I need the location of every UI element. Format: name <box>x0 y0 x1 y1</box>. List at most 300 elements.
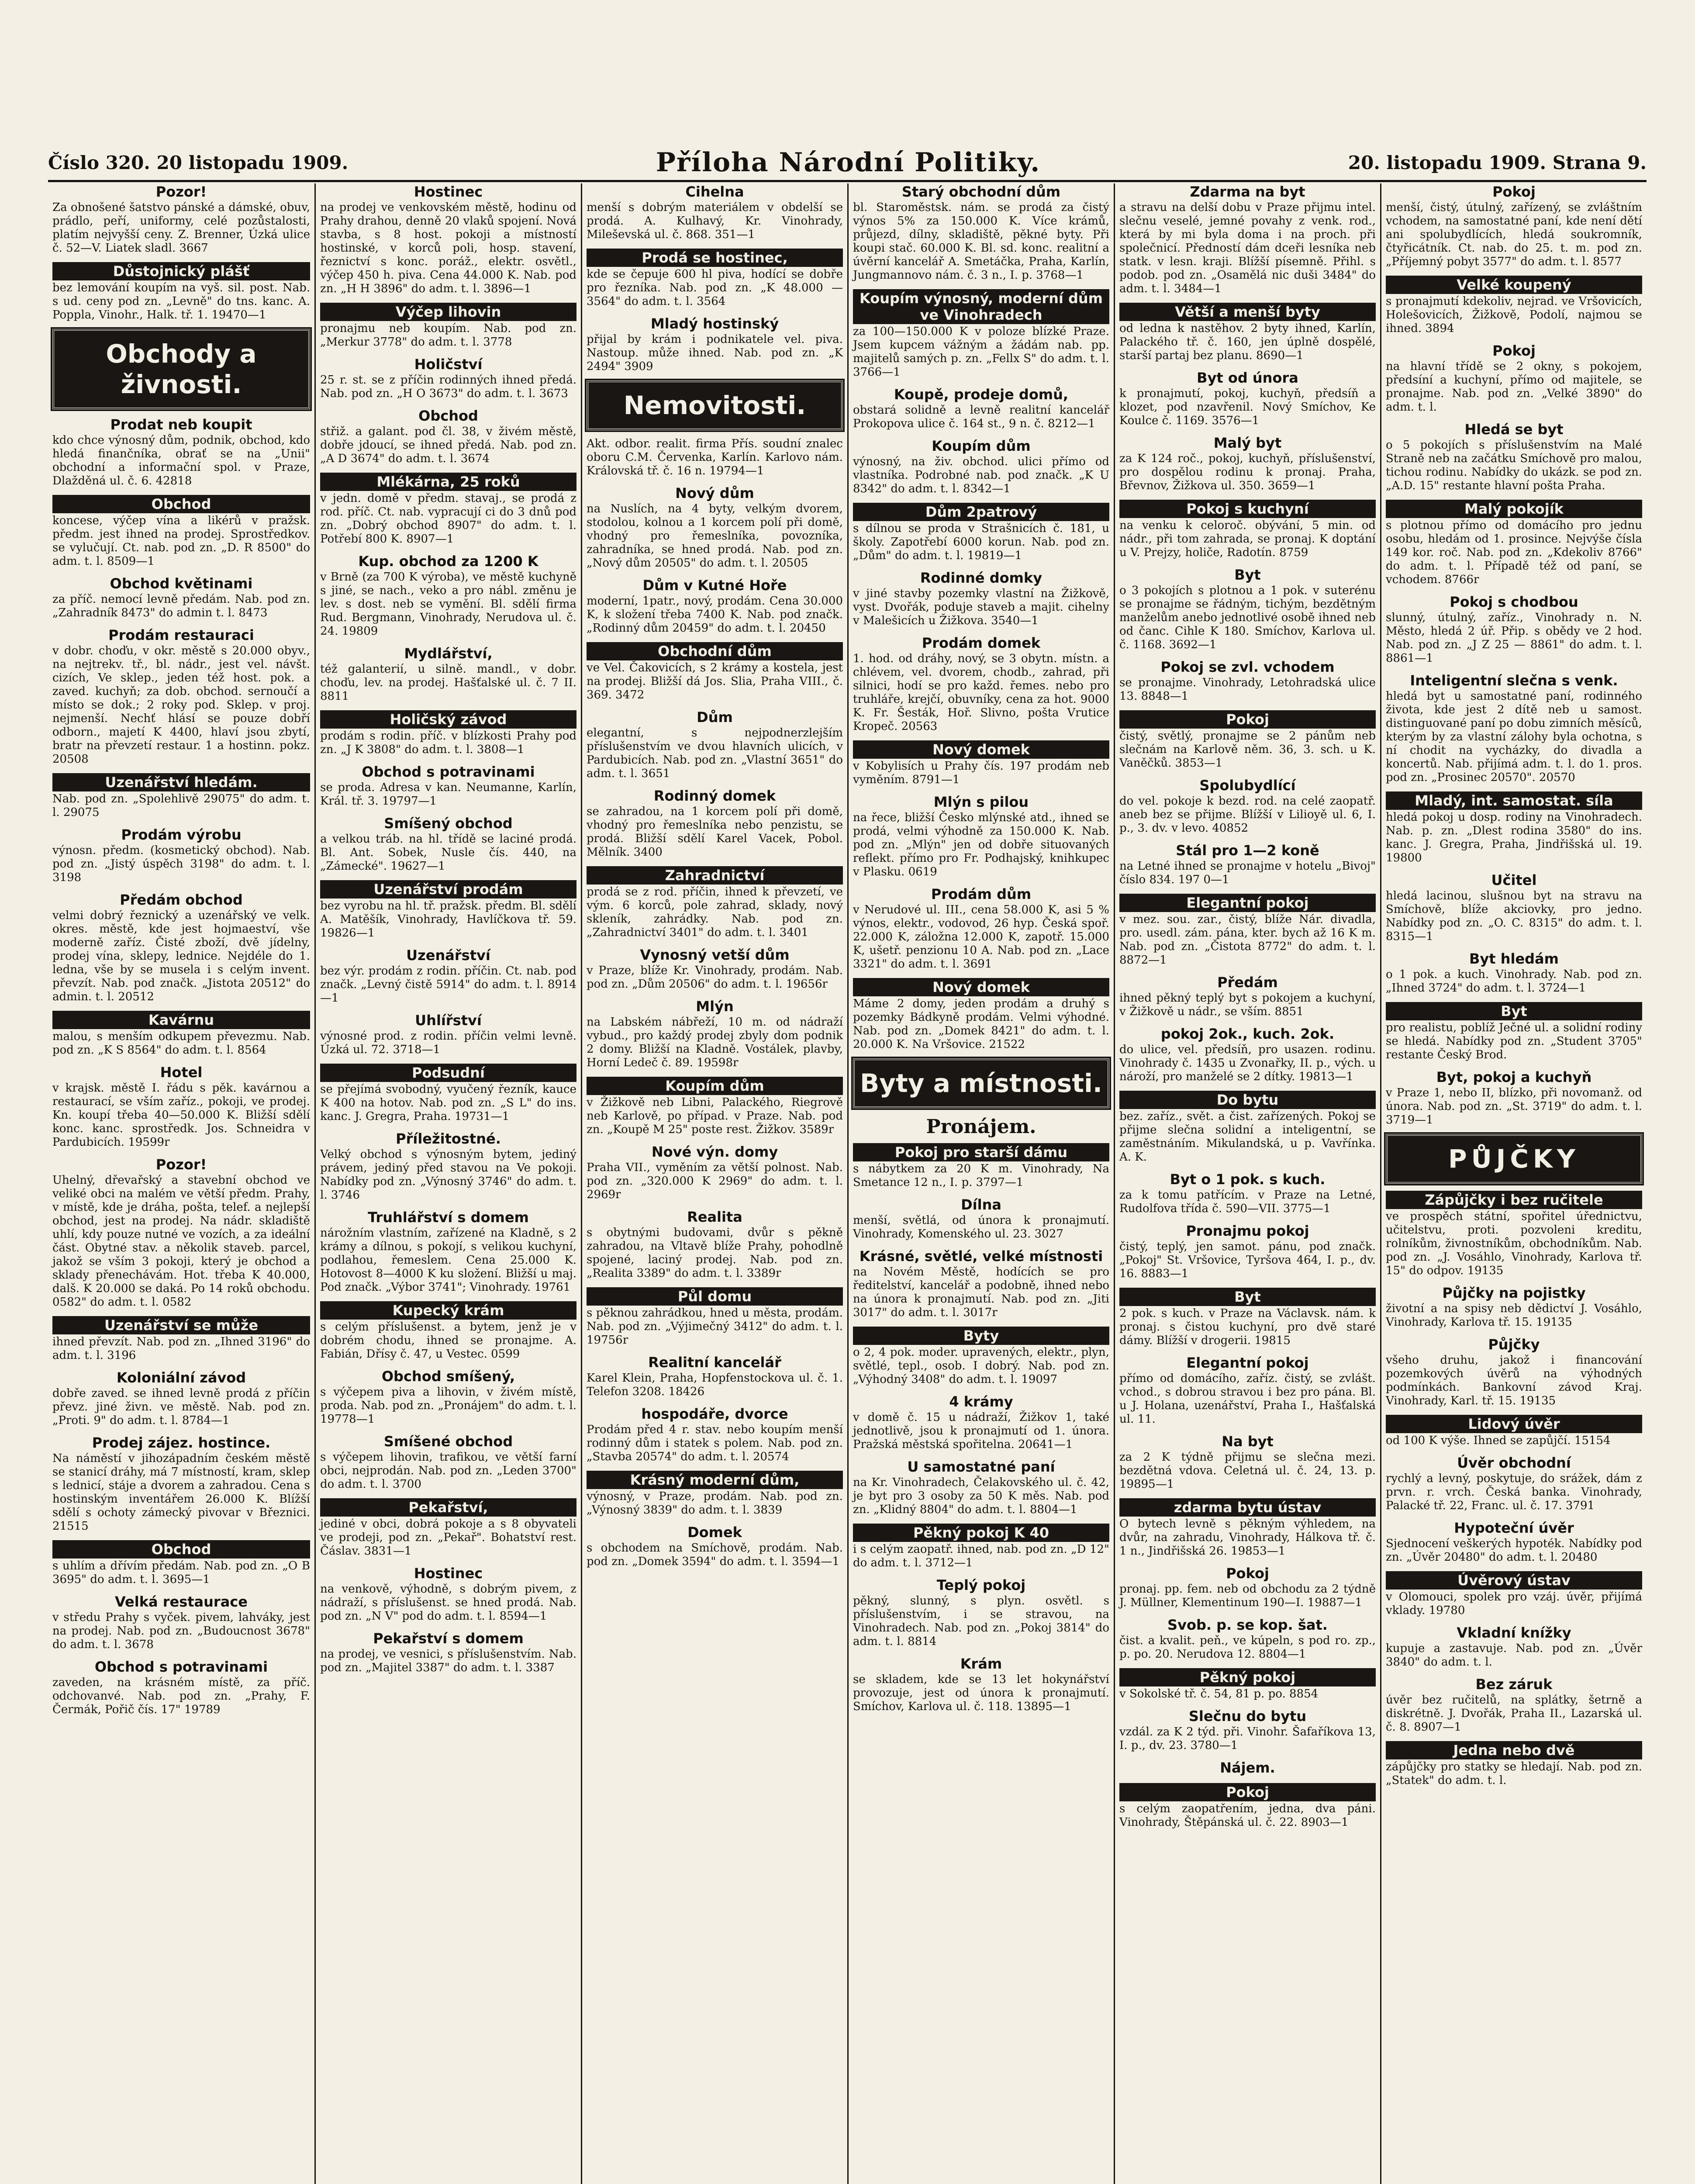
masthead <box>48 149 1647 176</box>
classified-ad <box>1119 1288 1376 1348</box>
classified-ad <box>320 356 577 401</box>
classified-columns <box>48 183 1647 2184</box>
classified-ad <box>320 1130 577 1202</box>
ad-headline: Půjčky na pojistky <box>1442 1285 1586 1301</box>
ad-text: k pronajmutí, pokoj, kuchyň, předsíň a klozet, pod nzavřenil. Nový Smíchov, Ke Koulce č. 1169. 3576—1 <box>1119 387 1376 427</box>
ad-headline: Nové výn. domy <box>651 1144 778 1160</box>
ad-headline: Elegantní pokoj <box>1186 1355 1309 1371</box>
classified-ad <box>587 1354 843 1399</box>
ad-headline: Bez záruk <box>1475 1676 1553 1693</box>
ad-headline: Pokoj <box>1492 342 1536 359</box>
ad-text: o 2, 4 pok. moder. upravených, elektr., plyn, světlé, tepl., osob. I dobrý. Nab. pod zn. „Výhodný 3408" do adm. t. l. 19097 <box>853 1346 1109 1386</box>
classified-ad <box>853 1393 1109 1451</box>
issue-date: Číslo 320. 20 listopadu 1909. <box>48 152 349 173</box>
ad-text: O bytech levně s pěkným výhledem, na dvůr, na zahradu, Vinohrady, Hálkova tř. č. 1 n., Jindřišská 26. 19853—1 <box>1119 1517 1376 1558</box>
ad-headline: Obchod květinami <box>110 575 253 592</box>
ad-headline: Zdarma na byt <box>1190 183 1305 200</box>
ad-headline: Hostinec <box>414 1565 483 1582</box>
ad-headline: U samostatné paní <box>907 1458 1055 1475</box>
classified-ad <box>1119 1668 1376 1701</box>
ad-text: bez vyrobu na hl. tř. pražsk. předm. Bl. sdělí A. Matěšík, Vinohrady, Havlíčkova tř. 59. 19826—1 <box>320 899 577 940</box>
classified-ad <box>1119 1091 1376 1164</box>
ad-text: v Praze 1, nebo II, blízko, při novomanž. od února. Nab. pod zn. „St. 3719" do adm. t. l. 3719—1 <box>1386 1086 1642 1127</box>
ad-headline: Předám <box>1217 974 1278 991</box>
classified-ad <box>320 764 577 808</box>
ad-headline: Malý pokojík <box>1386 500 1642 518</box>
classified-ad <box>1386 1676 1642 1734</box>
classified-ad <box>853 289 1109 379</box>
classified-ad <box>587 709 843 781</box>
ad-text: zápůjčky pro statky se hledají. Nab. pod zn. „Statek" do adm. t. l. <box>1386 1760 1642 1787</box>
ad-text: čistý, světlý, pronajme se 2 pánům neb slečnám na Karlově něm. 36, 3. sch. u K. Vaněčků. 3853—1 <box>1119 729 1376 770</box>
ad-text: v Olomouci, spolek pro vzáj. úvěr, přijímá vklady. 19780 <box>1386 1590 1642 1617</box>
ad-text: na Nuslích, na 4 byty, velkým dvorem, stodolou, kolnou a 1 korcem polí při domě, vhodný pro řemeslníka, povozníka, zahradníka, se hned prodá. Nab. pod zn. „Nový dům 20505" do adm. t. l. 20505 <box>587 502 843 570</box>
classified-ad <box>52 1659 310 1717</box>
classified-ad <box>853 740 1109 787</box>
ad-text: v Žižkově neb Libni, Palackého, Riegrově neb Karlově, po případ. v Praze. Nab. pod zn. „Koupě M 25" poste rest. Žižkov. 3589r <box>587 1096 843 1136</box>
ad-text: Nab. pod zn. „Spolehlivě 29075" do adm. t. l. 29075 <box>52 792 310 819</box>
ad-headline: Nájem. <box>1220 1759 1275 1776</box>
ad-text: střiž. a galant. pod čl. 38, v živém městě, dobře jdoucí, se ihned předá. Nab. pod zn. „A D 3674" do adm. t. l. 3674 <box>320 425 577 465</box>
ad-headline: Prodat neb koupit <box>110 416 252 433</box>
ad-text: v domě č. 15 u nádraží, Žižkov 1, také jednotlivě, jsou k pronajmutí od 1. února. Pražská městská spořitelna. 20641—1 <box>853 1411 1109 1451</box>
ad-text: na hlavní třídě se 2 okny, s pokojem, předsíní a kuchyní, přímo od majitele, se pronajme. Nab. pod zn. „Velké 3890" do adm. t. l. <box>1386 360 1642 414</box>
ad-text: Za obnošené šatstvo pánské a dámské, obuv, prádlo, peří, uniformy, celé pozůstalosti, platím nejvyšší ceny. Z. Brenner, Úzká ulice č. 52—V. Liatek sladl. 3667 <box>52 201 310 255</box>
ad-headline: Truhlářství s domem <box>368 1209 529 1226</box>
ad-text: a stravu na delší dobu v Praze přijmu intel. slečnu veselé, jemné povahy z venk. rod., která by mi byla doma i na proch. při společnicí. Předností dám dceři lesníka neb statk. v lesn. kraji. Blížší písemně. Přihl. s podob. pod zn. „Osamělá nic duši 3484" do adm. t. l. 3484—1 <box>1119 201 1376 295</box>
classified-ad <box>587 437 843 478</box>
ad-headline: Do bytu <box>1119 1091 1376 1109</box>
classified-ad <box>1386 950 1642 995</box>
ad-text: též galanterií, u silně. mandl., v dobr. choďu, lev. na prodej. Hašťalské ul. č. 7 II. 8811 <box>320 663 577 703</box>
ad-headline: Kup. obchod za 1200 K <box>358 553 539 570</box>
ad-headline: Prodám domek <box>922 635 1041 651</box>
ad-headline: Byt <box>1234 567 1261 583</box>
classified-ad <box>1119 777 1376 835</box>
ad-headline: Teplý pokoj <box>936 1577 1026 1593</box>
ad-headline: Pokoj <box>1119 1783 1376 1801</box>
ad-text: na Novém Městě, hodících se pro ředitelství, kancelář a podobně, ihned nebo na února k pronajmutí. Nab. pod zn. „Jiti 3017" do adm. t. l. 3017r <box>853 1265 1109 1319</box>
ad-headline: Rodinný domek <box>653 788 776 804</box>
ad-text: s výčepem piva a lihovin, v živém místě, proda. Nab. pod zn. „Pronájem" do adm. t. l. 19778—1 <box>320 1386 577 1426</box>
ad-headline: Koloniální závod <box>116 1369 246 1386</box>
ad-headline: Vkladní knížky <box>1457 1624 1571 1641</box>
ad-headline: Mlékárna, 25 roků <box>320 473 577 491</box>
classified-ad <box>52 416 310 488</box>
ad-headline: Starý obchodní dům <box>901 183 1061 200</box>
ad-text: na venku k celoroč. obývání, 5 min. od nádr., při tom zahrada, se pronaj. K doptání u V. Prejzy, holiče, Radotín. 8759 <box>1119 519 1376 559</box>
ad-text: zaveden, na krásném místě, za příč. odchovanvé. Nab. pod zn. „Prahy, F. Čermák, Pořič čís. 17" 19789 <box>52 1676 310 1716</box>
ad-text: výnosný, v Praze, prodám. Nab. pod zn. „Výnosný 3839" do adm. t. l. 3839 <box>587 1490 843 1517</box>
ad-headline: Prodám dům <box>931 886 1032 902</box>
classified-ad <box>320 1498 577 1558</box>
ad-headline: Důstojnický plášť <box>52 262 310 280</box>
ad-headline: Krám <box>960 1655 1002 1672</box>
classified-ad <box>320 710 577 757</box>
ad-text: s obytnými budovami, dvůr s pěkně zahradou, na Vltavě blíže Prahy, pohodlně spojené, laciný prodej. Nab. pod zn. „Realita 3389" do adm. t. l. 3389r <box>587 1226 843 1280</box>
ad-text: výnosn. předm. (kosmetický obchod). Nab. pod zn. „Jistý úspěch 3198" do adm. t. l. 3198 <box>52 844 310 884</box>
classified-ad <box>1386 872 1642 943</box>
classified-ad <box>1119 842 1376 887</box>
ad-text: bez. zaříz., svět. a čist. zařízených. Pokoj se přijme slečna solidní a inteligentní, se zaměstnáním. Mikulandská, u p. Vavřínka. A. K. <box>1119 1110 1376 1164</box>
ad-text: o 3 pokojích s plotnou a 1 pok. v suterénu se pronajme se řádným, tichým, bezdětným manželům anebo jednotlivé osobě ihned neb od čanc. Cihle K 180. Smíchov, Karlova ul. č. 1168. 3692—1 <box>1119 584 1376 651</box>
classified-ad <box>320 1209 577 1294</box>
classified-ad <box>320 1012 577 1057</box>
ad-headline: Pozor! <box>155 183 207 200</box>
ad-headline: Kavárnu <box>52 1011 310 1029</box>
classified-ad <box>52 1540 310 1586</box>
classified-ad <box>52 627 310 766</box>
classified-ad <box>320 645 577 703</box>
classified-ad <box>1119 1759 1376 1776</box>
ad-headline: Slečnu do bytu <box>1188 1708 1307 1724</box>
ad-text: malou, s menším odkupem převezmu. Nab. pod zn. „K S 8564" do adm. t. l. 8564 <box>52 1030 310 1057</box>
ad-headline: Mladý, int. samostat. síla <box>1386 791 1642 810</box>
classified-ad <box>853 1577 1109 1648</box>
classified-ad <box>587 1209 843 1280</box>
classified-ad <box>1386 183 1642 269</box>
ad-headline: hospodáře, dvorce <box>641 1406 788 1422</box>
classified-ad <box>1386 672 1642 784</box>
classified-ad <box>320 1301 577 1361</box>
ad-text: hledá byt u samostatné paní, rodinného života, kde jest 2 dítě neb u samost. distinguované paní po dobu zimních měsíců, kterým by za vlastní zálohy byla ochotna, s ní chodit na vycházky, do divadla a koncertů. Nab. přijímá adm. t. l. do 1. pros. pod zn. „Prosinec 20570". 20570 <box>1386 690 1642 784</box>
classified-ad <box>320 183 577 296</box>
ad-text: pro realistu, poblíž Ječné ul. a solidní rodiny se hledá. Nabídky pod zn. „Student 3705" restante Český Brod. <box>1386 1021 1642 1061</box>
ad-headline: pokoj 2ok., kuch. 2ok. <box>1160 1026 1335 1042</box>
ad-headline: Podsudní <box>320 1064 577 1082</box>
column-2 <box>314 183 581 2184</box>
ad-text: na venkově, výhodně, s dobrým pivem, z nádraží, s příslušenst. se hned prodá. Nab. pod zn. „N V" pod do adm. t. l. 8594—1 <box>320 1583 577 1623</box>
ad-text: s obchodem na Smíchově, prodám. Nab. pod zn. „Domek 3594" do adm. t. l. 3594—1 <box>587 1541 843 1568</box>
ad-headline: Smíšený obchod <box>384 815 513 832</box>
classified-ad <box>853 1655 1109 1714</box>
ad-headline: Byt od února <box>1197 370 1298 386</box>
ad-text: Prodám před 4 r. stav. nebo koupím menší rodinný dům i statek s polem. Nab. pod zn. „Stavba 20574" do adm. t. l. 20574 <box>587 1423 843 1463</box>
ad-headline: Obchod s potravinami <box>362 764 535 780</box>
ad-headline: Vynosný vetší dům <box>640 947 790 963</box>
ad-headline: Prodám výrobu <box>121 826 242 843</box>
ad-headline: Svob. p. se kop. šat. <box>1167 1617 1328 1633</box>
ad-headline: Krásný moderní dům, <box>587 1471 843 1489</box>
classified-ad <box>1119 1433 1376 1491</box>
ad-headline: zdarma bytu ústav <box>1119 1498 1376 1517</box>
ad-headline: Spolubydlící <box>1199 777 1296 794</box>
ad-headline: Větší a menší byty <box>1119 303 1376 321</box>
classified-ad <box>1119 974 1376 1019</box>
ad-headline: Pokoj <box>1119 710 1376 729</box>
ad-headline: Půjčky <box>1488 1336 1540 1353</box>
classified-ad <box>1386 342 1642 414</box>
ad-headline: Půl domu <box>587 1287 843 1306</box>
ad-text: 1. hod. od dráhy, nový, se 3 obytn. místn. a chlévem, vel. dvorem, chodb., zahrad, při silnici, hodí se pro každ. řemes. nebo pro truhláře, krejčí, obuvníky, cena za hot. 9000 K. Fr. Šesták, Hoř. Slivno, pošta Vrutice Kropeč. 20563 <box>853 652 1109 733</box>
ad-headline: Zahradnictví <box>587 866 843 885</box>
ad-text: i s celým zaopatř. ihned, nab. pod zn. „D 12" do adm. t. l. 3712—1 <box>853 1543 1109 1569</box>
ad-headline: Učitel <box>1491 872 1537 888</box>
ad-text: pronaj. pp. fem. neb od obchodu za 2 týdně J. Müllner, Klementinum 190—I. 19887—1 <box>1119 1583 1376 1609</box>
ad-headline: Mydlářství, <box>404 645 493 662</box>
ad-headline: Uzenářství se může <box>52 1316 310 1334</box>
ad-text: čistý, teplý, jen samot. pánu, pod značk. „Pokoj" St. Vršovice, Tyršova 464, I. p., dv. 16. 8883—1 <box>1119 1240 1376 1280</box>
ad-text: ve Vel. Čakovicích, s 2 krámy a kostela, jest na prodej. Bližší dá Jos. Slia, Praha VIII., č. 369. 3472 <box>587 661 843 702</box>
classified-ad <box>853 183 1109 282</box>
classified-ad <box>587 1524 843 1569</box>
classified-ad <box>853 1327 1109 1386</box>
ad-text: velmi dobrý řeznický a uzenářský ve velk. okres. městě, kde jest hojmaeství, vše moderně zaříz. Čisté zboží, dvě jídelny, prodej vína, sklepy, lednice. Nejdéle do 1. ledna, vše by se musela i s celým invent. převzít. Nab. pod značk. „Jistota 20512" do admin. t. l. 20512 <box>52 909 310 1003</box>
classified-ad <box>52 262 310 322</box>
classified-ad <box>320 1565 577 1623</box>
ad-headline: Pokoj pro starší dámu <box>853 1143 1109 1161</box>
ad-text: ihned převzít. Nab. pod zn. „Ihned 3196" do adm. t. l. 3196 <box>52 1335 310 1362</box>
classified-ad <box>1386 500 1642 587</box>
classified-ad <box>1386 1285 1642 1329</box>
classified-ad <box>1119 710 1376 770</box>
ad-headline: Obchod <box>52 495 310 513</box>
ad-headline: Stál pro 1—2 koně <box>1176 842 1319 859</box>
classified-ad <box>1119 567 1376 652</box>
classified-ad <box>587 788 843 859</box>
classified-ad <box>1386 1624 1642 1669</box>
ad-text: bez lemování koupím na vyš. sil. post. Nab. s ud. ceny pod zn. „Levně" do tns. kanc. A. Poppla, Vinohr., Halk. tř. 1. 19470—1 <box>52 281 310 321</box>
ad-text: hledá pokoj u dosp. rodiny na Vinohradech. Nab. p. zn. „Dlest rodina 3580" do ins. kanc. J. Gregra, Praha, Jindřišská ul. 19. 19800 <box>1386 811 1642 864</box>
ad-headline: Byt o 1 pok. s kuch. <box>1170 1171 1326 1188</box>
ad-text: výnosný, na živ. obchod. ulici přímo od vlastníka. Podrobné nab. pod značk. „K U 8342" do adm. t. l. 8342—1 <box>853 455 1109 495</box>
ad-text: prodám s rodin. příč. v blízkosti Prahy pod zn. „J K 3808" do adm. t. l. 3808—1 <box>320 729 577 756</box>
ad-text: se přejímá svobodný, vyučený řezník, kauce K 400 na hotov. Nab. pod zn. „S L" do ins. kanc. J. Gregra, Praha. 19731—1 <box>320 1083 577 1123</box>
classified-ad <box>1119 894 1376 967</box>
ad-headline: Holičství <box>414 356 483 373</box>
ad-headline: Nový dům <box>675 485 754 501</box>
ad-headline: Realitní kancelář <box>648 1354 781 1371</box>
ad-headline: Nový domek <box>853 740 1109 759</box>
ad-headline: Hypoteční úvěr <box>1454 1520 1574 1536</box>
ad-headline: Prodám restauraci <box>108 627 254 643</box>
ad-headline: Pěkný pokoj K 40 <box>853 1524 1109 1542</box>
ad-text: Na náměstí v jihozápadním českém městě se stanicí dráhy, má 7 místností, kram, sklep s lednicí, stáje a dvorem a zahradou. Cena s hostinským inventářem 26.000 K. Blížší sdělí s ochoty zámecký pivovar v Březnici. 21515 <box>52 1452 310 1533</box>
ad-text: kupuje a zastavuje. Nab. pod zn. „Úvěr 3840" do adm. t. l. <box>1386 1642 1642 1669</box>
ad-headline: Dům 2patrový <box>853 503 1109 521</box>
classified-ad <box>1386 594 1642 665</box>
ad-text: za 100—150.000 K v poloze blízké Praze. Jsem kupcem vážným a žádám nab. pp. majitelů samých p. zn. „Fellx S" do adm. t. l. 3766—1 <box>853 325 1109 379</box>
ad-text: v dobr. choďu, v okr. městě s 20.000 obyv., na nejtrekv. tř., bl. nádr., jest vel. návšt. cizích, Ve sklep., jeden též host. pok. a zaved. kuchyň; za dob. obchod. sernoučí a místo se dok.; 2 roky pod. Sklep. v proj. nejmenší. Nechť hlásí se pouze dobří odborn., majetí K 4400, hlaví jsou zbytí, bratr na převzetí restaur. 1 a hostinn. pokz. 20508 <box>52 644 310 766</box>
ad-headline: Na byt <box>1222 1433 1274 1450</box>
classified-ad <box>587 642 843 702</box>
classified-ad <box>1119 1783 1376 1829</box>
classified-ad <box>52 1064 310 1149</box>
classified-ad <box>52 1593 310 1652</box>
ad-headline: Prodá se hostinec, <box>587 249 843 267</box>
ad-text: úvěr bez ručitelů, na splátky, šetrně a diskrétně. J. Dvořák, Praha II., Lazarská ul. č. 8. 8907—1 <box>1386 1693 1642 1734</box>
ad-headline: Byty <box>853 1327 1109 1345</box>
classified-ad <box>1119 659 1376 703</box>
ad-text: na prodej, ve vesnici, s příslušenstvím. Nab. pod zn. „Majitel 3387" do adm. t. l. 3387 <box>320 1648 577 1674</box>
classified-ad <box>587 866 843 940</box>
classified-ad <box>1386 1336 1642 1408</box>
ad-text: v mez. sou. zar., čistý, blíže Nár. divadla, pro. usedl. zám. pána, kter. bych až 16 K m. Nab. pod zn. „Čistota 8772" do adm. t. l. 8872—1 <box>1119 913 1376 967</box>
ad-text: Praha VII., vyměním za větší polnost. Nab. pod zn. „320.000 K 2969" do adm. t. l. 2969r <box>587 1161 843 1201</box>
ad-headline: Velká restaurace <box>115 1593 248 1610</box>
ad-text: menší, čistý, útulný, zařízený, se zvláštním vchodem, na samostatné paní, kde není dětí ani spolubydlících, hledá soukromník, čtyřicátník. Ct. nab. do 25. t. m. pod zn. „Příjemný pobyt 3577" do adm. t. l. 8577 <box>1386 201 1642 268</box>
ad-headline: 4 krámy <box>949 1393 1013 1410</box>
classified-ad <box>320 408 577 466</box>
ad-headline: Dům <box>697 709 733 726</box>
ad-text: hledá lacinou, slušnou byt na stravu na Smíchově, blíže akciovky, pro jedno. Nabídky pod zn. „O. C. 8315" do adm. t. l. 8315—1 <box>1386 889 1642 943</box>
ad-headline: Pekařství, <box>320 1498 577 1517</box>
ad-text: do vel. pokoje k bezd. rod. na celé zaopatř. aneb bez se přijme. Blížší v Lilioyě ul. 6, I. p., 3. dv. v levo. 40852 <box>1119 795 1376 835</box>
classified-ad <box>1386 791 1642 865</box>
ad-headline: Elegantní pokoj <box>1119 894 1376 912</box>
ad-text: s pěknou zahrádkou, hned u města, prodám. Nab. pod zn. „Výjimečný 3412" do adm. t. l. 19756r <box>587 1306 843 1347</box>
ad-headline: Koupím výnosný, moderní dům ve Vinohradech <box>853 289 1109 324</box>
classified-ad <box>587 577 843 635</box>
section-heading-pronajem: Pronájem. <box>926 1116 1036 1138</box>
classified-ad <box>52 1369 310 1427</box>
ad-text: na Kr. Vinohradech, Čelakovského ul. č. 42, je byt pro 3 osoby za 50 K měs. Nab. pod zn. „Klidný 8804" do adm. t. l. 8804—1 <box>853 1476 1109 1516</box>
ad-text: pronajmu neb koupím. Nab. pod zn. „Merkur 3778" do adm. t. l. 3778 <box>320 322 577 349</box>
ad-text: se pronajme. Vinohrady, Letohradská ulice 13. 8848—1 <box>1119 676 1376 703</box>
section-banner-byty: Byty a místnosti. <box>853 1058 1109 1108</box>
classified-ad <box>853 503 1109 563</box>
ad-text: o 5 pokojích s příslušenstvím na Malé Straně neb na začátku Smíchově pro malou, tichou rodinu. Nabídky do ukázk. se pod zn. „A.D. 15" restante hlavní pošta Praha. <box>1386 439 1642 492</box>
column-6 <box>1380 183 1647 2184</box>
classified-ad <box>1386 1520 1642 1564</box>
ad-headline: Pronajmu pokoj <box>1186 1223 1309 1239</box>
classified-ad <box>1386 1415 1642 1448</box>
ad-headline: Malý byt <box>1213 435 1282 451</box>
classified-ad <box>587 485 843 570</box>
ad-headline: Jedna nebo dvě <box>1386 1741 1642 1759</box>
section-banner-nemovitosti: Nemovitosti. <box>587 380 843 430</box>
ad-headline: Pozor! <box>155 1156 207 1173</box>
ad-text: od 100 K výše. Ihned se zapůjčí. 15154 <box>1386 1434 1611 1447</box>
ad-text: 25 r. st. se z příčin rodinných ihned předá. Nab. pod zn. „H O 3673" do adm. t. l. 3673 <box>320 373 577 400</box>
classified-ad <box>1119 1355 1376 1426</box>
section-banner-obchody: Obchody a živnosti. <box>52 329 310 409</box>
ad-text: Akt. odbor. realit. firma Přís. soudní znalec oboru C.M. Červenka, Karlín. Karlovo nám. Královská tř. č. 16 n. 19794—1 <box>587 437 843 477</box>
ad-text: v Kobylisích u Prahy čís. 197 prodám neb vyměním. 8791—1 <box>853 760 1109 786</box>
ad-text: Velký obchod s výnosným bytem, jediný právem, jediný před stavou na Ve pokoji. Nabídky pod zn. „Výnosný 3746" do adm. t. l. 3746 <box>320 1148 577 1202</box>
classified-ad <box>52 1156 310 1309</box>
classified-ad <box>853 794 1109 879</box>
classified-ad <box>52 575 310 620</box>
column-4 <box>847 183 1114 2184</box>
ad-headline: Pěkný pokoj <box>1119 1668 1376 1686</box>
ad-text: slunný, útulný, zaříz., Vinohrady n. N. Město, hledá 2 úř. Přip. s obědy ve 2 hod. Nab. pod zn. „J Z 25 — 8861" do adm. t. l. 8861—1 <box>1386 611 1642 665</box>
classified-ad <box>52 1316 310 1362</box>
ad-text: kde se čepuje 600 hl piva, hodící se dobře pro řezníka. Nab. pod zn. „K 48.000 — 3564" do adm. t. l. 3564 <box>587 268 843 308</box>
ad-headline: Koupě, prodeje domů, <box>894 386 1069 403</box>
section-banner-pujcky: PŮJČKY <box>1386 1134 1642 1184</box>
classified-ad <box>320 553 577 638</box>
page-number: 20. listopadu 1909. Strana 9. <box>1348 152 1647 173</box>
classified-ad <box>853 1524 1109 1570</box>
ad-headline: Uzenářství prodám <box>320 880 577 898</box>
ad-headline: Nový domek <box>853 978 1109 996</box>
ad-headline: Pokoj se zvl. vchodem <box>1160 659 1335 675</box>
ad-text: přímo od domácího, zaříz. čistý, se zvlášt. vchod., s dobrou stravou i bez pro pána. Bl. u J. Holana, uzenářství, Praha I., Hašťalská ul. 11. <box>1119 1372 1376 1426</box>
ad-text: s nábytkem za 20 K m. Vinohrady, Na Smetance 12 n., I. p. 3797—1 <box>853 1162 1109 1189</box>
ad-headline: Pokoj <box>1492 183 1536 200</box>
ad-text: ve prospěch státní, spořitel úřednictvu, učitelstvu, proti. pozvoleni kreditu, rolníkům, živnostníkům, obchodníkům. Nab. pod zn. „J. Vosáhlo, Vinohrady, Karlova tř. 15" do odpov. 19135 <box>1386 1210 1642 1277</box>
classified-ad <box>320 1630 577 1675</box>
ad-text: kdo chce výnosný dům, podnik, obchod, kdo hledá finančníka, obrať se na „Unii" obchodní a informační spol. v Praze, Dlažděná ul. č. 6. 42818 <box>52 434 310 487</box>
classified-ad <box>587 998 843 1070</box>
classified-ad <box>320 815 577 873</box>
ad-text: na Letné ihned se pronajme v hotelu „Bivoj" číslo 834. 197 0—1 <box>1119 860 1376 886</box>
ad-headline: Pokoj <box>1226 1565 1269 1582</box>
classified-ad <box>1119 435 1376 493</box>
ad-text: na prodej ve venkovském městě, hodinu od Prahy drahou, denně 20 vlaků spojení. Nová stavba, s 8 host. pokoji a místností hostinské, v korců poli, hosp. stavení, řeznictví s konc. poráž., elektr. osvětl., výčep 450 h. piva. Cena 44.000 K. Nab. pod zn. „H H 3896" do adm. t. l. 3896—1 <box>320 201 577 295</box>
ad-headline: Krásné, světlé, velké místnosti <box>859 1248 1103 1265</box>
classified-ad <box>587 947 843 991</box>
classified-ad <box>52 892 310 1004</box>
ad-headline: Holičský závod <box>320 710 577 729</box>
ad-headline: Úvěr obchodní <box>1457 1455 1571 1471</box>
classified-ad <box>1386 1741 1642 1787</box>
ad-headline: Hledá se byt <box>1464 421 1564 438</box>
classified-ad <box>1119 1617 1376 1661</box>
ad-text: o 1 pok. a kuch. Vinohrady. Nab. pod zn. „Ihned 3724" do adm. t. l. 3724—1 <box>1386 968 1642 995</box>
ad-headline: Dům v Kutné Hoře <box>642 577 787 594</box>
classified-ad <box>1386 1191 1642 1278</box>
ad-headline: Dílna <box>961 1196 1001 1213</box>
ad-text: nárožním vlastním, zařízené na Kladně, s 2 krámy a dílnou, s pokojí, s velikou kuchyní, podlahou, řemeslem. Cena 25.000 K. Hotovost 8—4000 K ku složení. Bližší u maj. Pod značk. „Výbor 3741"; Vinohrady. 19761 <box>320 1227 577 1294</box>
ad-text: v Praze, blíže Kr. Vinohrady, prodám. Nab. pod zn. „Dům 20506" do adm. t. l. 19656r <box>587 964 843 991</box>
ad-text: Sjednocení veškerých hypoték. Nabídky pod zn. „Úvěr 20480" do adm. t. l. 20480 <box>1386 1537 1642 1564</box>
ad-text: bl. Staroměstsk. nám. se prodá za čistý výnos 5% za 150.000 K. Více krámů, průjezd, dílny, skladiště, pěkné byty. Při koupi stač. 60.000 K. Bl. sd. konc. realitní a úvěrní kancelář A. Smetáčka, Praha, Karlín, Jungmannovo nám. č. 3 n., I. p. 3768—1 <box>853 201 1109 282</box>
ad-headline: Obchodní dům <box>587 642 843 660</box>
ad-headline: Hotel <box>160 1064 203 1081</box>
ad-text: za k tomu patřícím. v Praze na Letné, Rudolfova třída č. 590—VII. 3775—1 <box>1119 1189 1376 1215</box>
classified-ad <box>1119 1171 1376 1216</box>
ad-headline: Hostinec <box>414 183 483 200</box>
classified-ad <box>1119 303 1376 363</box>
ad-text: pěkný, slunný, s plyn. osvětl. s příslušenstvím, i se stravou, na Vinohradech. Nab. pod zn. „Pokoj 3814" do adm. t. l. 8814 <box>853 1594 1109 1648</box>
classified-ad <box>853 386 1109 431</box>
classified-ad <box>320 947 577 1005</box>
classified-ad <box>853 1196 1109 1241</box>
classified-ad <box>587 1471 843 1517</box>
ad-text: se skladem, kde se 13 let hokynářství provozuje, jest od února k pronajmutí. Smíchov, Karlova ul. č. 118. 13895—1 <box>853 1673 1109 1713</box>
ad-headline: Kupecký krám <box>320 1301 577 1320</box>
ad-text: vzdál. za K 2 týd. při. Vinohr. Šafaříkova 13, I. p., dv. 23. 3780—1 <box>1119 1725 1376 1752</box>
classified-ad <box>52 495 310 568</box>
classified-ad <box>853 1458 1109 1517</box>
masthead-rule <box>48 180 1647 182</box>
classified-ad <box>587 1287 843 1347</box>
ad-headline: Předám obchod <box>120 892 243 908</box>
ad-headline: Pokoj s kuchyní <box>1119 500 1376 518</box>
classified-ad <box>853 978 1109 1051</box>
column-3 <box>581 183 847 2184</box>
column-1 <box>48 183 314 2184</box>
ad-text: rychlý a levný, poskytuje, do srážek, dám z prvn. r. vrch. Česká banka. Vinohrady, Palacké tř. 22, Franc. ul. č. 17. 3791 <box>1386 1472 1642 1512</box>
ad-text: menší s dobrým materiálem v obdelší se prodá. A. Kulhavý, Kr. Vinohrady, Mileševská ul. č. 868. 351—1 <box>587 201 843 241</box>
classified-ad <box>1119 1223 1376 1281</box>
classified-ad <box>587 249 843 308</box>
classified-ad <box>587 315 843 373</box>
ad-text: dobře zaved. se ihned levně prodá z příčin převz. jiné živn. ve městě. Nab. pod zn. „Proti. 9" do adm. t. l. 8784—1 <box>52 1387 310 1427</box>
ad-headline: Byt, pokoj a kuchyň <box>1436 1069 1592 1085</box>
ad-headline: Koupím dům <box>932 438 1031 454</box>
ad-text: v Sokolské tř. č. 54, 81 p. po. 8854 <box>1119 1687 1319 1700</box>
ad-text: se zahradou, na 1 korcem polí při domě, vhodný pro řemeslníka nebo penzistu, se prodá. Bližší sdělí Karel Vacek, Pobol. Mělník. 3400 <box>587 805 843 859</box>
ad-text: s plotnou přímo od domácího pro jednu osobu, hledám od 1. prosince. Nejvýše čísla 149 kor. roč. Nab. pod zn. „Kdekoliv 8766" do adm. t. l. Případě též od paní, se vchodem. 8766r <box>1386 519 1642 586</box>
classified-ad <box>320 880 577 940</box>
ad-text: za 2 K týdně přijmu se slečna mezi. bezdětná vdova. Celetná ul. č. 24, 13. p. 19895—1 <box>1119 1451 1376 1491</box>
ad-text: životní a na spisy neb dědictví J. Vosáhlo, Vinohrady, Karlova tř. 15. 19135 <box>1386 1302 1642 1329</box>
classified-ad <box>52 1434 310 1533</box>
ad-headline: Obchod s potravinami <box>94 1659 268 1675</box>
